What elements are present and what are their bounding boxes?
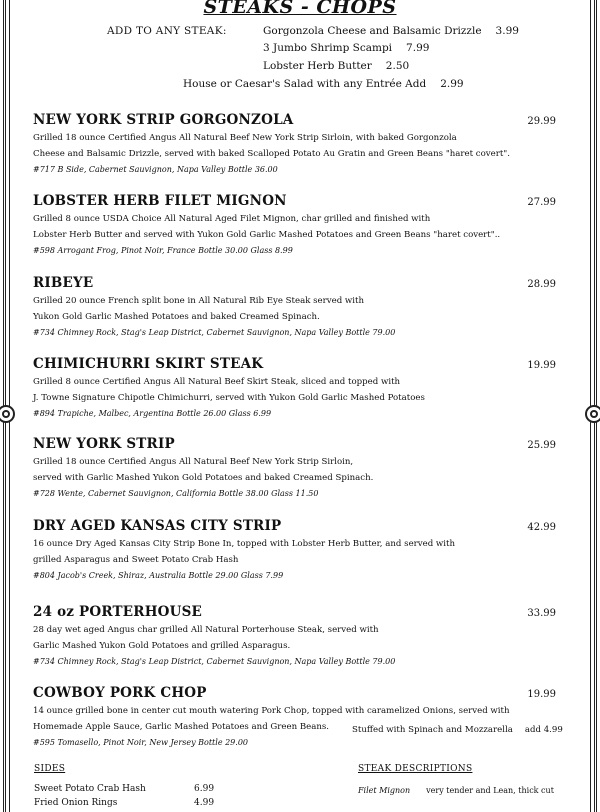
item-price: 28.99 [527,279,556,290]
addon-item [263,60,409,72]
side-price: 6.99 [194,784,215,794]
menu-section-title: STEAKS - CHOPS [203,0,397,18]
menu-item [33,436,556,501]
item-wine-pairing: #894 Trapiche, Malbec, Argentina Bottle 26.00 Glass 6.99 [33,409,272,418]
addon-price: 7.99 [406,42,430,54]
item-name: NEW YORK STRIP GORGONZOLA [33,112,294,128]
menu-item [33,604,556,669]
item-wine-pairing: #595 Tomasello, Pinot Noir, New Jersey Bottle 29.00 [33,738,248,747]
item-description: Grilled 8 ounce Certified Angus All Natural Beef Skirt Steak, sliced and topped with J. Towne Signature Chipotle Chimichurri, served with Yukon Gold Garlic Mashed Potatoes [33,377,425,403]
steak-description-text: very tender and Lean, thick cut [426,786,554,795]
item-description: Grilled 8 ounce USDA Choice All Natural Aged Filet Mignon, char grilled and finished with Lobster Herb Butter and served with Yukon Gold Garlic Mashed Potatoes and Green Beans "haret covert".. [33,214,501,240]
addon-price: 3.99 [495,25,519,37]
item-name: DRY AGED KANSAS CITY STRIP [33,518,282,534]
item-description: Grilled 18 ounce Certified Angus All Natural Beef New York Strip Sirloin, served with Garlic Mashed Yukon Gold Potatoes and baked Creamed Spinach. [33,457,374,483]
item-price: 33.99 [527,608,556,619]
item-name: RIBEYE [33,275,94,291]
addon-label: 3 Jumbo Shrimp Scampi [263,42,393,54]
item-description: 16 ounce Dry Aged Kansas City Strip Bone In, topped with Lobster Herb Butter, and served with grilled Asparagus and Sweet Potato Crab Hash [33,539,456,565]
menu-item [33,275,556,340]
side-item [34,784,215,794]
item-wine-pairing: #728 Wente, Cabernet Sauvignon, California Bottle 38.00 Glass 11.50 [33,489,319,498]
item-description: Grilled 18 ounce Certified Angus All Natural Beef New York Strip Sirloin, with baked Gorgonzola Cheese and Balsamic Drizzle, served with baked Scalloped Potato Au Gratin and Green Beans "haret covert". [33,133,510,159]
addon-item [263,42,429,54]
side-label: Sweet Potato Crab Hash [34,784,146,794]
item-price: 27.99 [527,197,556,208]
menu-item [33,685,563,750]
steak-descriptions-heading: STEAK DESCRIPTIONS [358,764,473,774]
addon-salad-price: 2.99 [440,78,464,90]
upgrade-price: add 4.99 [524,725,563,735]
addon-item [263,25,519,37]
addon-salad [183,78,464,90]
item-name: LOBSTER HERB FILET MIGNON [33,193,287,209]
item-upgrade-option [352,725,563,735]
menu-item [33,518,556,583]
item-wine-pairing: #734 Chimney Rock, Stag's Leap District, Cabernet Sauvignon, Napa Valley Bottle 79.00 [33,657,396,666]
addon-label: Lobster Herb Butter [263,60,372,72]
item-wine-pairing: #734 Chimney Rock, Stag's Leap District, Cabernet Sauvignon, Napa Valley Bottle 79.00 [33,328,396,337]
item-price: 25.99 [527,440,556,451]
upgrade-label: Stuffed with Spinach and Mozzarella [352,725,513,735]
item-wine-pairing: #598 Arrogant Frog, Pinot Noir, France Bottle 30.00 Glass 8.99 [33,246,293,255]
item-name: COWBOY PORK CHOP [33,685,207,701]
item-wine-pairing: #717 B Side, Cabernet Sauvignon, Napa Valley Bottle 36.00 [33,165,278,174]
item-price: 42.99 [527,522,556,533]
side-label: Fried Onion Rings [34,798,118,808]
addon-price: 2.50 [385,60,410,72]
side-price: 4.99 [194,798,215,808]
menu-item [33,112,556,177]
item-name: CHIMICHURRI SKIRT STEAK [33,356,264,372]
menu-item [33,193,556,258]
item-description: 14 ounce grilled bone in center cut mouth watering Pork Chop, topped with caramelized Onions, served with Homemade Apple Sauce, Garlic Mashed Potatoes and Green Beans. [33,706,510,732]
border-ornament-right [585,405,600,423]
menu-item [33,356,556,421]
addon-intro: ADD TO ANY STEAK: [107,25,227,37]
steak-description [358,786,554,795]
item-name: NEW YORK STRIP [33,436,175,452]
item-price: 19.99 [527,689,556,700]
item-name: 24 oz PORTERHOUSE [33,604,203,620]
item-description: 28 day wet aged Angus char grilled All Natural Porterhouse Steak, served with Garlic Mashed Yukon Gold Potatoes and grilled Asparagus. [33,625,379,651]
item-wine-pairing: #804 Jacob's Creek, Shiraz, Australia Bottle 29.00 Glass 7.99 [33,571,284,580]
steak-description-label: Filet Mignon [358,786,411,795]
sides-heading: SIDES [34,764,66,774]
side-item [34,798,215,808]
addon-salad-label: House or Caesar's Salad with any Entrée Add [183,78,427,90]
item-description: Grilled 20 ounce French split bone in All Natural Rib Eye Steak served with Yukon Gold Garlic Mashed Potatoes and baked Creamed Spinach. [33,296,365,322]
item-price: 29.99 [527,116,556,127]
item-price: 19.99 [527,360,556,371]
addon-label: Gorgonzola Cheese and Balsamic Drizzle [263,25,482,37]
